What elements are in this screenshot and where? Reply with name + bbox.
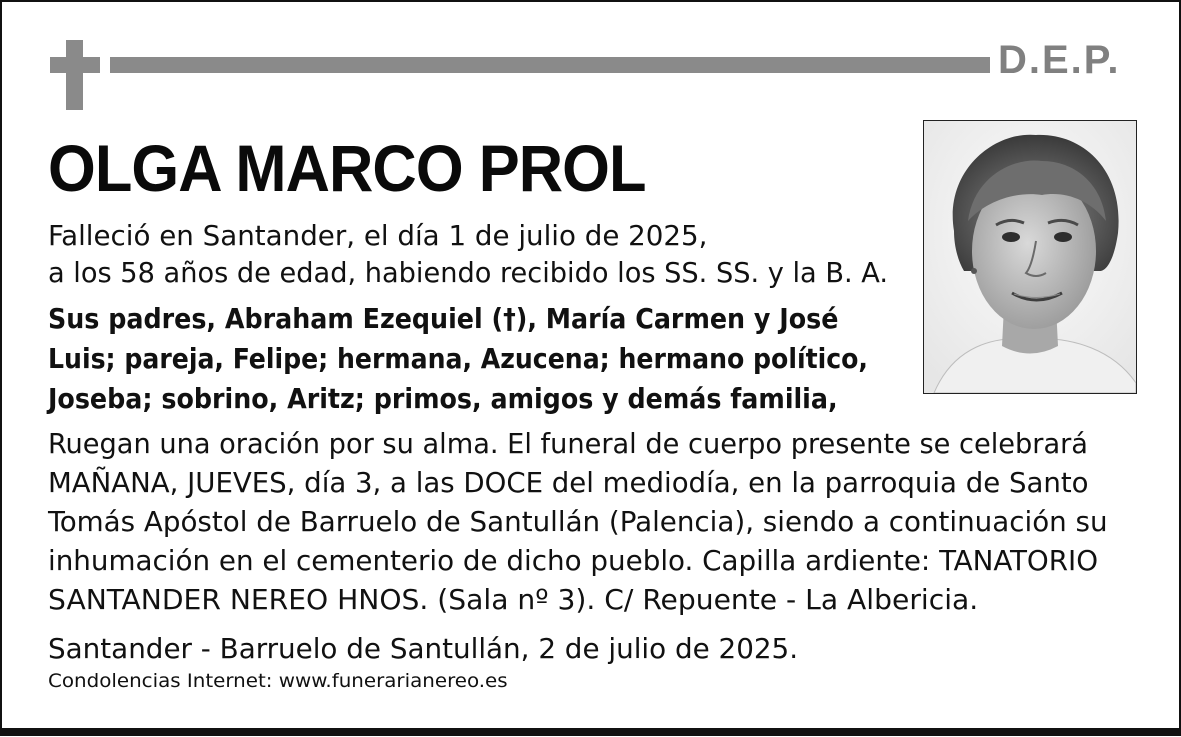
dep-label: D.E.P.: [998, 38, 1121, 82]
cross-vertical-bar: [66, 40, 83, 110]
intro-line-1: Falleció en Santander, el día 1 de julio de 2025,: [48, 219, 708, 252]
deceased-name: OLGA MARCO PROL: [48, 131, 646, 205]
body-line-1: Ruegan una oración por su alma. El funeral de cuerpo presente se celebrará: [48, 427, 1088, 460]
body-line-2: MAÑANA, JUEVES, día 3, a las DOCE del mediodía, en la parroquia de Santo: [48, 466, 1089, 499]
body-line-4: inhumación en el cementerio de dicho pueblo. Capilla ardiente: TANATORIO: [48, 544, 1099, 577]
cross-horizontal-bar: [50, 57, 100, 73]
family-line-2: Luis; pareja, Felipe; hermana, Azucena; hermano político,: [48, 342, 868, 375]
header-rule: [110, 57, 990, 73]
body-line-5: SANTANDER NEREO HNOS. (Sala nº 3). C/ Repuente - La Albericia.: [48, 583, 979, 616]
family-line-1: Sus padres, Abraham Ezequiel (†), María Carmen y José: [48, 302, 839, 335]
condolences-link[interactable]: Condolencias Internet: www.funerarianereo.es: [48, 670, 508, 692]
place-date: Santander - Barruelo de Santullán, 2 de julio de 2025.: [48, 632, 799, 665]
family-line-3: Joseba; sobrino, Aritz; primos, amigos y demás familia,: [48, 382, 838, 415]
body-line-3: Tomás Apóstol de Barruelo de Santullán (Palencia), siendo a continuación su: [48, 505, 1108, 538]
portrait-image: [924, 121, 1136, 393]
portrait-photo: [923, 120, 1137, 394]
intro-line-2: a los 58 años de edad, habiendo recibido los SS. SS. y la B. A.: [48, 256, 888, 289]
